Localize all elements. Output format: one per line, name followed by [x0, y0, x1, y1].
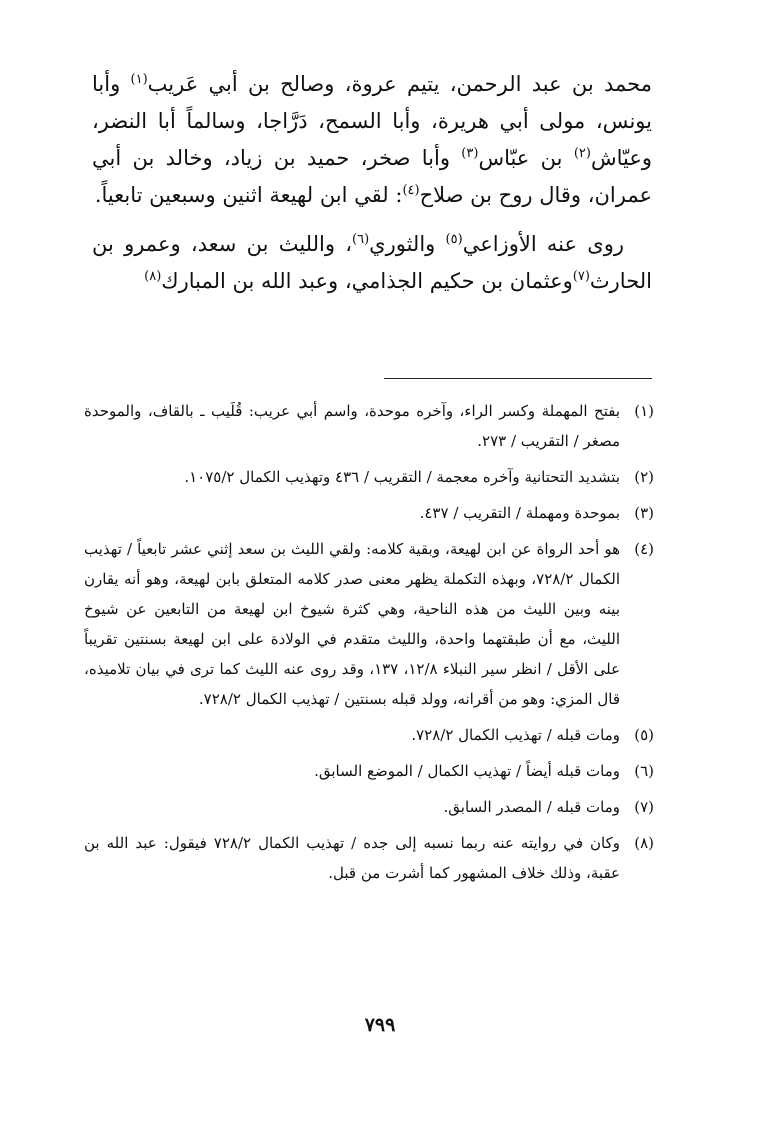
footnote-divider — [384, 378, 652, 379]
footnote-marker: (٢) — [573, 146, 591, 161]
text-run: ، والليث بن سعد، وعمرو بن الحارث — [92, 232, 652, 293]
footnote-number: (٢) — [634, 468, 654, 486]
footnote-number: (٤) — [634, 540, 654, 558]
text-run: : لقي ابن لهيعة اثنين وسبعين تابعياً. — [94, 183, 403, 207]
footnote — [84, 828, 654, 888]
footnote-marker: (٤) — [402, 183, 420, 198]
footnote-text: ومات قبله / المصدر السابق. — [443, 798, 620, 816]
footnote-marker: (٧) — [572, 269, 590, 284]
text-run: والثوري — [369, 232, 446, 256]
footnote-marker: (٦) — [352, 232, 370, 247]
footnote-number: (٣) — [634, 504, 654, 522]
text-run: روى عنه الأوزاعي — [462, 232, 624, 256]
footnote-number: (٦) — [634, 762, 654, 780]
page-number: ٧٩٩ — [364, 1014, 396, 1036]
footnote-number: (٧) — [634, 798, 654, 816]
footnote — [84, 498, 654, 528]
footnotes — [84, 396, 654, 894]
main-text — [92, 66, 652, 300]
text-run: بن عبّاس — [478, 146, 574, 170]
footnote-text: بتشديد التحتانية وآخره معجمة / التقريب / ٤٣٦ وتهذيب الكمال ١٠٧٥/٢. — [184, 468, 620, 486]
footnote-text: ومات قبله أيضاً / تهذيب الكمال / الموضع السابق. — [314, 762, 620, 780]
footnote — [84, 756, 654, 786]
text-run: وعثمان بن حكيم الجذامي، وعبد الله بن المبارك — [161, 269, 573, 293]
text-run: وأبا صخر، حميد بن زياد، وخالد بن أبي عمران، وقال روح بن صلاح — [92, 146, 652, 207]
footnote-marker: (٥) — [445, 232, 463, 247]
footnote-number: (٥) — [634, 726, 654, 744]
footnote-text: ومات قبله / تهذيب الكمال ٧٢٨/٢. — [411, 726, 620, 744]
footnote-number: (١) — [634, 402, 654, 420]
footnote — [84, 462, 654, 492]
text-run: وأبا يونس، مولى أبي هريرة، وأبا السمح، دَرَّاجا، وسالماً أبا النضر، وعيّاش — [92, 72, 652, 170]
footnote-marker: (٣) — [461, 146, 479, 161]
footnote-text: هو أحد الرواة عن ابن لهيعة، وبقية كلامه: ولقي الليث بن سعد إثني عشر تابعياً / تهذيب الكمال ٧٢٨/٢، وبهذه التكملة يظهر معنى صدر كلامه المتعلق بابن لهيعة، وهو أنه يقارن بينه وبين الليث من هذه الناحية، وهي كثرة شيوخ ابن لهيعة من التابعين عن شيوخ الليث، مع أن طبقتهما واحدة، والليث متقدم في الولادة على ابن لهيعة بسنتين تقريباً على الأقل / انظر سير النبلاء ١٢/٨، ١٣٧، وقد روى عنه الليث كما ترى في بيان تلاميذه، قال المزي: وهو من أقرانه، وولد قبله بسنتين / تهذيب الكمال ٧٢٨/٢. — [84, 540, 621, 708]
footnote — [84, 720, 654, 750]
paragraph-2 — [92, 226, 652, 300]
footnote — [84, 396, 654, 456]
footnote-marker: (٨) — [144, 269, 162, 284]
footnote-text: بموحدة ومهملة / التقريب / ٤٣٧. — [419, 504, 620, 522]
footnote-marker: (١) — [130, 72, 148, 87]
footnote-text: وكان في روايته عنه ربما نسبه إلى جده / تهذيب الكمال ٧٢٨/٢ فيقول: عبد الله بن عقبة، وذلك خلاف المشهور كما أشرت من قبل. — [84, 834, 621, 882]
paragraph-1 — [92, 66, 652, 214]
footnote — [84, 792, 654, 822]
footnote-text: بفتح المهملة وكسر الراء، وآخره موحدة، واسم أبي عريب: قُلَيب ـ بالقاف، والموحدة مصغر / التقريب / ٢٧٣. — [84, 402, 620, 450]
footnote — [84, 534, 654, 714]
text-run: محمد بن عبد الرحمن، يتيم عروة، وصالح بن أبي عَريب — [147, 72, 652, 96]
footnote-number: (٨) — [634, 834, 654, 852]
